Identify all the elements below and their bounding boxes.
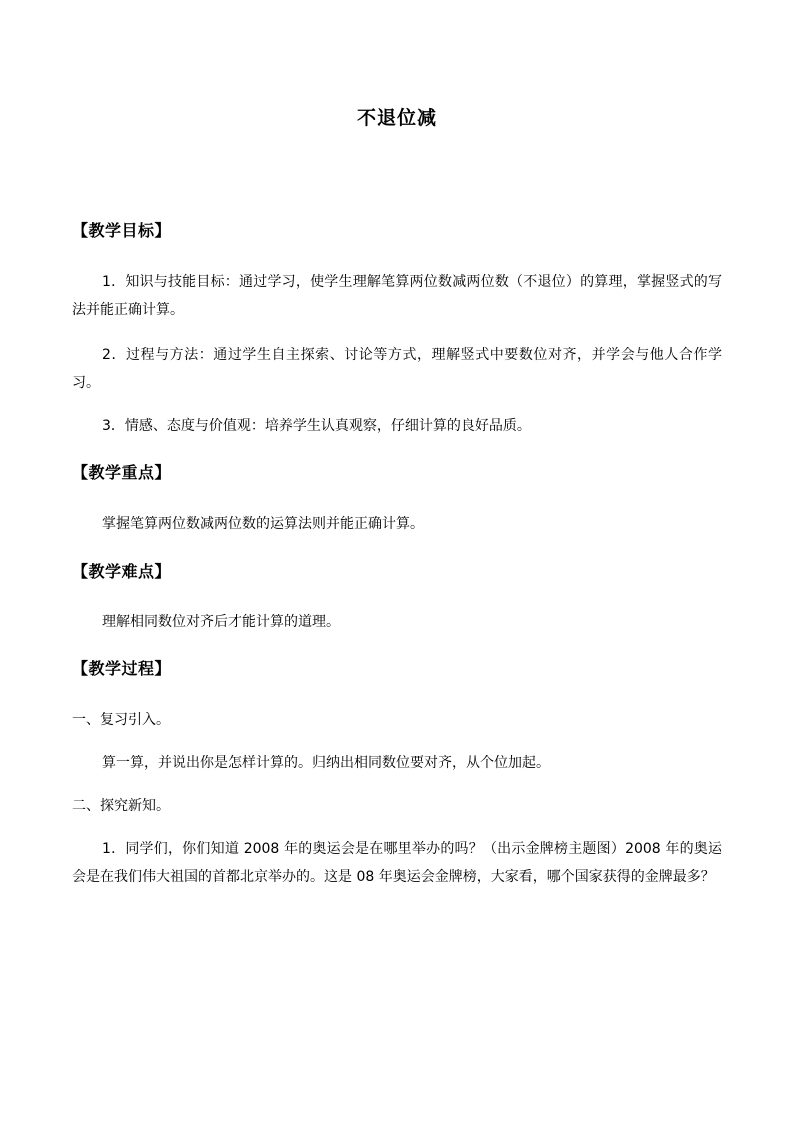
goals-heading: 【教学目标】 (72, 221, 172, 240)
process-step1-text: 算一算，并说出你是怎样计算的。归纳出相同数位要对齐，从个位加起。 (102, 755, 550, 771)
goal-item-3: 3．情感、态度与价值观：培养学生认真观察，仔细计算的良好品质。 (102, 418, 531, 434)
page-title: 不退位减 (356, 107, 437, 129)
difficulties-heading: 【教学难点】 (72, 562, 172, 581)
goal-item-2: 2．过程与方法：通过学生自主探索、讨论等方式，理解竖式中要数位对齐，并学会与他人合作学习。 (72, 347, 722, 391)
process-step2-text: 1．同学们，你们知道 2008 年的奥运会是在哪里举办的吗？（出示金牌榜主题图）2008 年的奥运会是在我们伟大祖国的首都北京举办的。这是 08 年奥运会金牌榜，大家看，哪个国家获得的金牌最多？ (72, 841, 722, 885)
key-points-text: 掌握笔算两位数减两位数的运算法则并能正确计算。 (102, 516, 424, 532)
process-step1-title: 一、复习引入。 (72, 712, 170, 728)
process-step2-title: 二、探究新知。 (72, 798, 170, 814)
difficulties-text: 理解相同数位对齐后才能计算的道理。 (102, 614, 340, 630)
process-heading: 【教学过程】 (72, 659, 172, 678)
goal-item-1: 1．知识与技能目标：通过学习，使学生理解笔算两位数减两位数（不退位）的算理，掌握竖式的写法并能正确计算。 (72, 274, 722, 318)
key-points-heading: 【教学重点】 (72, 463, 172, 482)
